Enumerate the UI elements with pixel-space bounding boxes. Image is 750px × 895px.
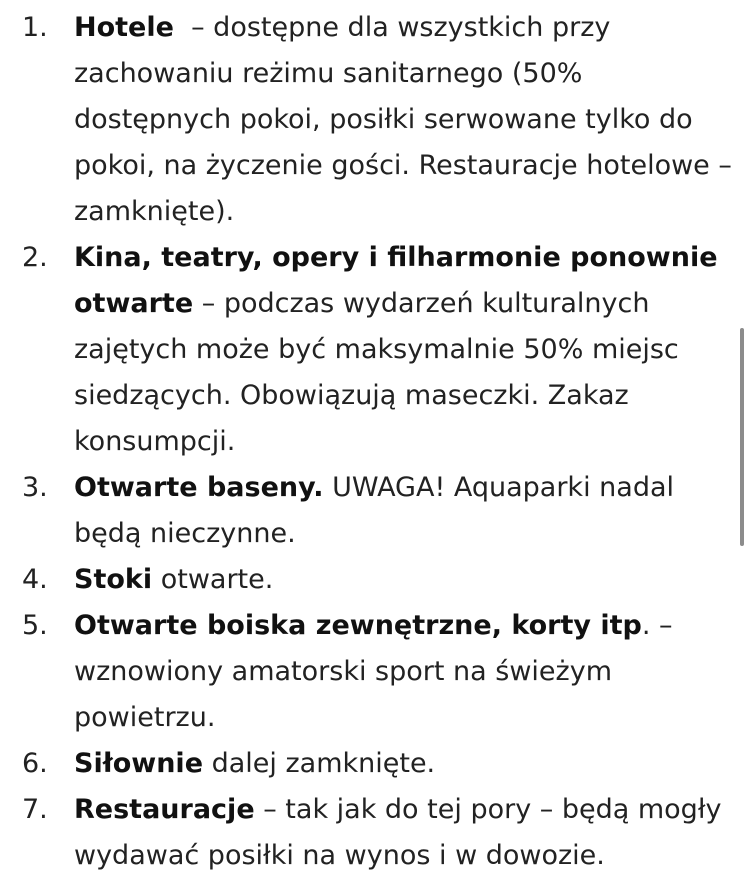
- list-item-text: [74, 748, 435, 779]
- list-item-text: [74, 794, 721, 871]
- list-item-number: 3.: [22, 472, 48, 503]
- list-item: [0, 603, 735, 741]
- list-item-text: [74, 610, 673, 733]
- list-item-number: 6.: [22, 748, 48, 779]
- list-item-bold: Restauracje: [74, 794, 255, 825]
- list-item-number: 1.: [22, 12, 48, 43]
- list-item-bold: Kina, teatry, opery i filharmonie ponownie otwarte: [74, 242, 718, 319]
- list-item-body: . – wznowiony amatorski sport na świeżym powietrzu.: [74, 610, 673, 733]
- list-item-body: otwarte.: [152, 564, 274, 595]
- list-item-number: 7.: [22, 794, 48, 825]
- list-item-body: – tak jak do tej pory – będą mogły wydawać posiłki na wynos i w dowozie.: [74, 794, 722, 871]
- numbered-list: [0, 5, 741, 879]
- list-item-bold: Stoki: [74, 564, 153, 595]
- list-item-number: 5.: [22, 610, 48, 641]
- list-item-body: – podczas wydarzeń kulturalnych zajętych może być maksymalnie 50% miejsc siedzących. Obowiązują maseczki. Zakaz konsumpcji.: [74, 288, 679, 457]
- list-item: [0, 235, 735, 465]
- list-item: [0, 741, 735, 787]
- list-item: [0, 557, 735, 603]
- list-item-number: 4.: [22, 564, 48, 595]
- list-item-text: [74, 12, 740, 227]
- list-item-bold: Otwarte baseny.: [74, 472, 324, 503]
- list-item-body: dalej zamknięte.: [203, 748, 436, 779]
- list-item-text: [74, 242, 718, 457]
- list-item-text: [74, 564, 273, 595]
- list-item-body: – dostępne dla wszystkich przy zachowaniu reżimu sanitarnego (50% dostępnych pokoi, posiłki serwowane tylko do pokoi, na życzenie gości. Restauracje hotelowe – zamknięte).: [74, 12, 741, 227]
- list-item-text: [74, 472, 674, 549]
- list-item: [0, 465, 735, 557]
- list-item-body: UWAGA! Aquaparki nadal będą nieczynne.: [74, 472, 674, 549]
- list-item-bold: Hotele: [74, 12, 174, 43]
- scrollbar-thumb[interactable]: [740, 328, 744, 546]
- list-item-bold: Siłownie: [74, 748, 204, 779]
- list-item-bold: Otwarte boiska zewnętrzne, korty itp: [74, 610, 642, 641]
- list-item: [0, 787, 735, 879]
- list-item-number: 2.: [22, 242, 48, 273]
- list-item: [0, 5, 741, 235]
